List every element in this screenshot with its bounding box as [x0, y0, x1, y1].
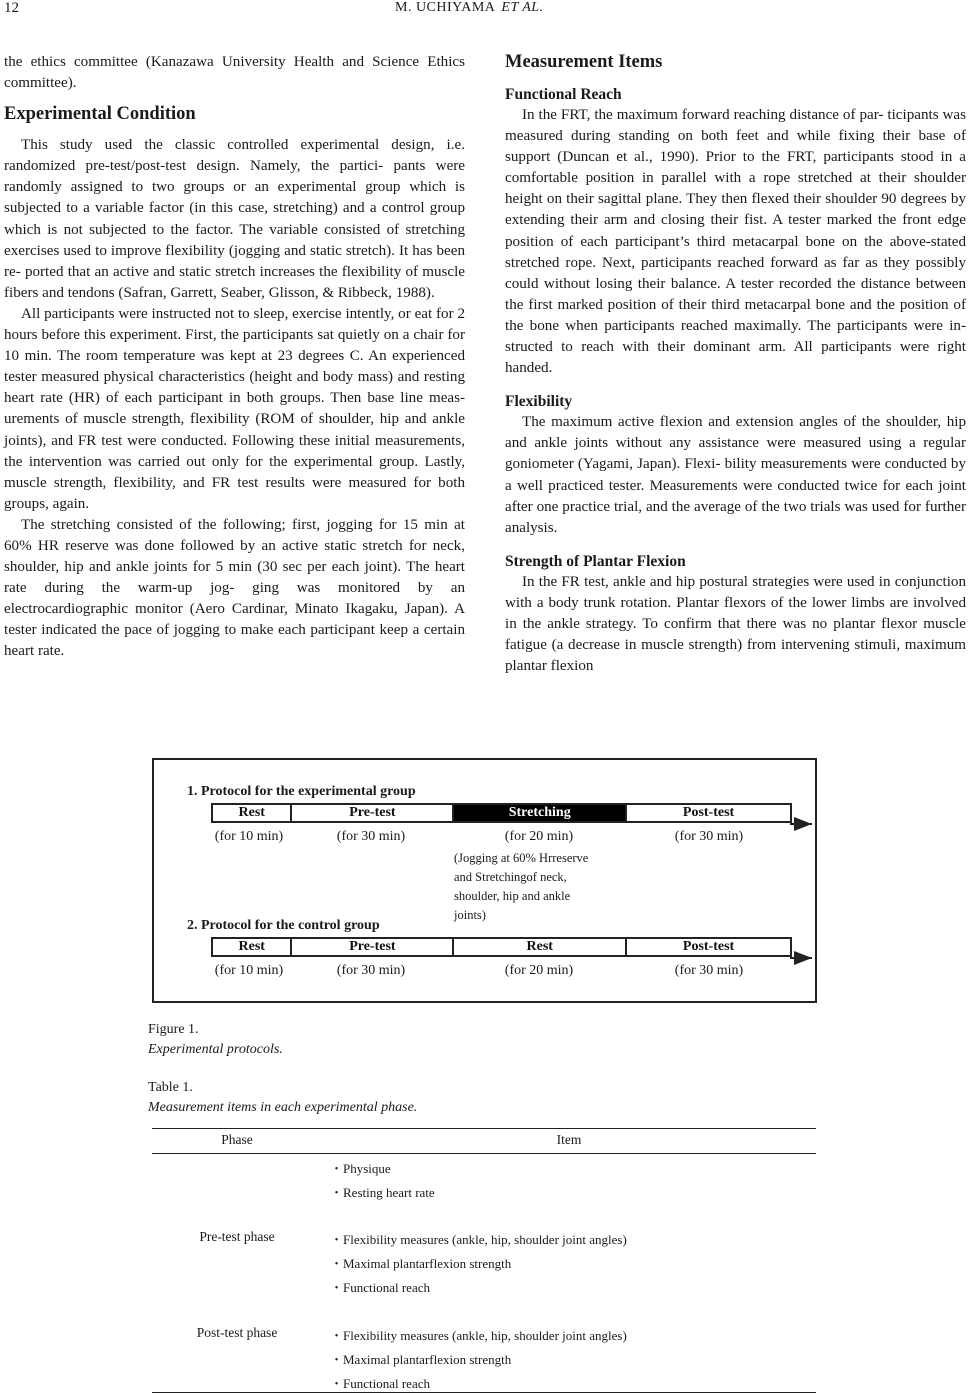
left-column — [4, 52, 465, 663]
duration-label: (for 20 min) — [504, 829, 574, 844]
duration-label: (for 10 min) — [214, 963, 284, 978]
section-title-measurement-items: Measurement Items — [505, 52, 663, 72]
body-paragraph: The stretching consisted of the following; first, jogging for 15 min at 60% HR reserve was done followed by an active static stretch for neck, shoulder, hip and ankle joints for 5 min (30 sec per each joint). The heart rate during the warm-up jog- ging was monitored by an electrocardiographic monitor (Aero Cardinar, Minato Ikagaku, Japan). A tester indicated the pace of jogging to make each participant keep a certain heart rate. — [4, 516, 465, 660]
table-phase-pretest: Pre-test phase — [199, 1229, 275, 1244]
duration-label: (for 30 min) — [674, 829, 744, 844]
figure-caption-label: Figure 1. — [148, 1022, 199, 1037]
duration-label: (for 30 min) — [336, 963, 406, 978]
protocol-1-title: 1. Protocol for the experimental group — [187, 784, 416, 799]
stretching-note-line: shoulder, hip and ankle — [454, 889, 571, 903]
timeline-segment-stretching: Stretching — [454, 805, 627, 821]
timeline-arrow-icon — [794, 951, 812, 965]
timeline-segment-posttest: Post-test — [627, 805, 790, 821]
running-head-authors: M. UCHIYAMA — [395, 0, 496, 15]
table-item: ・Maximal plantarflexion strength — [330, 1352, 512, 1367]
body-paragraph: This study used the classic controlled experimental design, i.e. randomized pre-test/post-test design. Namely, the partici- pants were randomly assigned to two groups or an experimental group which is subjected to a variable factor (in this case, stretching) and a control group which is not subjected to the factor. The variable consisted of stretching exercises used to improve flexibility (jogging and static stretch). It has been re- ported that an active and static stretch increases the flexibility of muscle fibers and tendons (Safran, Garrett, Seaber, Glisson, & Ribbeck, 1988). — [4, 137, 465, 301]
table-item: ・Physique — [330, 1161, 391, 1176]
subsection-title-flexibility: Flexibility — [505, 393, 573, 411]
table-item: ・Functional reach — [330, 1376, 430, 1391]
protocol-1-timeline — [211, 803, 792, 823]
figure-caption — [148, 1020, 283, 1060]
body-paragraph: In the FR test, ankle and hip postural strategies were used in conjunction with a body trunk rotation. Plantar flexors of the lower limbs are involved in the ankle strategy. To confirm that there was no plantar flexor muscle fatigue (a decrease in muscle strength) from intervening stimuli, maximum plantar flexion — [505, 573, 966, 675]
table-item: ・Maximal plantarflexion strength — [330, 1256, 512, 1271]
stretching-note — [454, 849, 629, 925]
table-caption-text: Measurement items in each experimental phase. — [148, 1100, 418, 1115]
table-bottom-rule — [152, 1392, 816, 1393]
figure-caption-text: Experimental protocols. — [148, 1042, 283, 1057]
body-paragraph: In the FRT, the maximum forward reaching distance of par- ticipants was measured during standing on both feet and while fixing their base of support (Duncan et al., 1990). Prior to the FRT, participants stood in a comfortable position in parallel with a rope stretched at their shoulder height on their sagittal plane. They then flexed their shoulder 90 degrees by extending their arm and closing their fist. A tester marked the front edge position of each participant’s third metacarpal bone on the above-stated stretched rope. Next, participants reached forward as far as they possibly could without losing their balance. A tester recorded the distance between the first marked position of their third metacarpal bone and the position of the bone when participants reached maximally. The participants were in- structed to reach with their dominant arm. All participants were right handed. — [505, 107, 966, 377]
table-item: ・Functional reach — [330, 1280, 430, 1295]
table-header-item: Item — [556, 1132, 582, 1147]
table-phase-posttest: Post-test phase — [196, 1325, 278, 1340]
subsection-title-functional-reach: Functional Reach — [505, 86, 622, 103]
table-item: ・Flexibility measures (ankle, hip, shoulder joint angles) — [330, 1328, 627, 1343]
page-number: 12 — [4, 0, 19, 16]
running-head — [395, 0, 544, 16]
stretching-note-line: joints) — [454, 908, 486, 922]
right-column — [505, 52, 966, 677]
table-caption-label: Table 1. — [148, 1080, 193, 1095]
duration-label: (for 30 min) — [336, 829, 406, 844]
protocol-2-title: 2. Protocol for the control group — [187, 918, 380, 933]
timeline-segment-posttest: Post-test — [627, 939, 790, 955]
table-item: ・Flexibility measures (ankle, hip, shoulder joint angles) — [330, 1232, 627, 1247]
subsection-title-plantar-flexion: Strength of Plantar Flexion — [505, 552, 686, 570]
timeline-segment-pretest: Pre-test — [292, 939, 454, 955]
protocol-2-timeline — [211, 937, 792, 957]
timeline-segment-pretest: Pre-test — [292, 805, 454, 821]
body-paragraph: The maximum active flexion and extension angles of the shoulder, hip and ankle joints without any assistance were measured using a regular goniometer (Yagami, Japan). Flexi- bility measurements were conducted by a well practiced tester. Measurements were conducted twice for each joint after one practice trial, and the average of the two trials was used for further analysis. — [505, 414, 966, 536]
timeline-segment-rest: Rest — [454, 939, 627, 955]
timeline-segment-rest: Rest — [213, 939, 292, 955]
table-item: ・Resting heart rate — [330, 1185, 435, 1200]
table-header-phase: Phase — [221, 1132, 253, 1147]
body-paragraph: All participants were instructed not to sleep, exercise intently, or eat for 2 hours before this experiment. First, the participants sat quietly on a chair for 10 min. The room temperature was kept at 23 degrees C. An experienced tester measured physical characteristics (height and body mass) and resting heart rate (HR) of each participant in both groups. Then base line meas- urements of muscle strength, flexibility (ROM of shoulder, hip and ankle joints), and FR test were conducted. Following these initial measurements, the intervention was carried out only for the experimental group. Lastly, muscle strength, flexibility, and FR test results were measured for both groups, again. — [4, 305, 465, 512]
running-head-etal: ET AL. — [501, 0, 544, 15]
duration-label: (for 10 min) — [214, 829, 284, 844]
stretching-note-line: (Jogging at 60% Hrreserve — [454, 851, 589, 865]
table-caption — [148, 1078, 417, 1118]
table-top-rule — [152, 1128, 816, 1129]
timeline-arrow-icon — [794, 817, 812, 831]
section-title-experimental-condition: Experimental Condition — [4, 104, 196, 125]
figure-protocol-diagram — [152, 758, 817, 1003]
stretching-note-line: and Stretchingof neck, — [454, 870, 567, 884]
duration-label: (for 30 min) — [674, 963, 744, 978]
timeline-segment-rest: Rest — [213, 805, 292, 821]
table-header-rule — [152, 1153, 816, 1154]
duration-label: (for 20 min) — [504, 963, 574, 978]
intro-paragraph: the ethics committee (Kanazawa University Health and Science Ethics committee). — [4, 54, 465, 92]
